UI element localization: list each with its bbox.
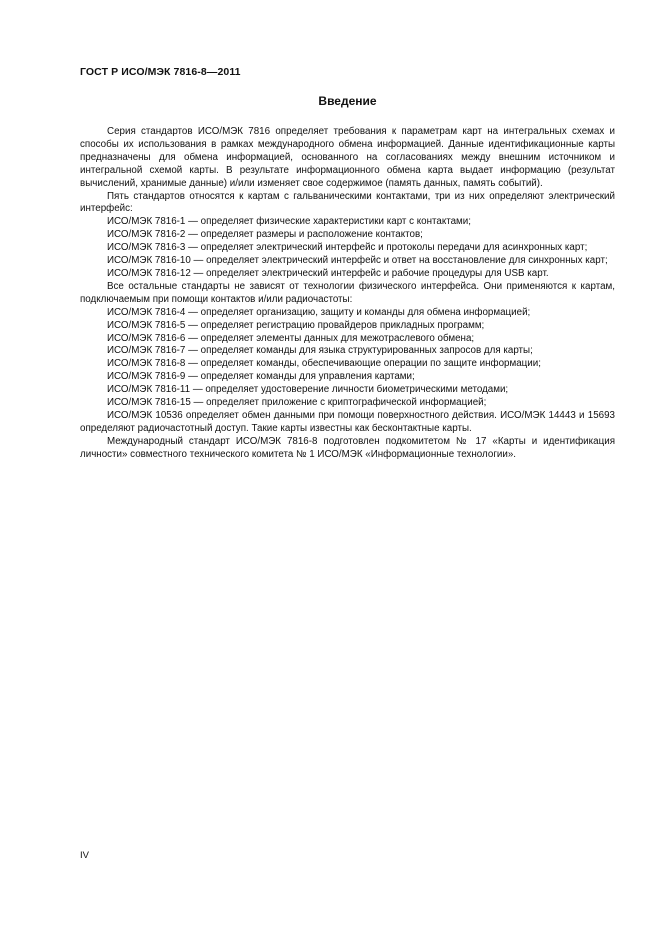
- list-item: ИСО/МЭК 7816-4 — определяет организацию, защиту и команды для обмена информацией;: [107, 306, 531, 318]
- list-item: ИСО/МЭК 7816-8 — определяет команды, обеспечивающие операции по защите информации;: [107, 358, 541, 370]
- list-item: ИСО/МЭК 7816-3 — определяет электрический интерфейс и протоколы передачи для асинхронных карт;: [107, 242, 588, 254]
- list-item: ИСО/МЭК 7816-1 — определяет физические характеристики карт с контактами;: [107, 216, 471, 228]
- page-number: IV: [80, 850, 89, 861]
- list-item: ИСО/МЭК 7816-9 — определяет команды для управления картами;: [107, 371, 415, 383]
- paragraph: Международный стандарт ИСО/МЭК 7816-8 подготовлен подкомитетом № 17 «Карты и идентификация личности» совместного технического комитета № 1 ИСО/МЭК «Информационные технологии».: [80, 435, 615, 460]
- section-title: Введение: [318, 94, 377, 108]
- paragraph: Все остальные стандарты не зависят от технологии физического интерфейса. Они применяются к картам, подключаемым при помощи контактов и/или радиочастоты:: [80, 280, 615, 305]
- list-item: ИСО/МЭК 7816-6 — определяет элементы данных для межотраслевого обмена;: [107, 332, 475, 344]
- list-item: ИСО/МЭК 7816-11 — определяет удостоверение личности биометрическими методами;: [107, 384, 509, 396]
- document-header: ГОСТ Р ИСО/МЭК 7816-8—2011: [80, 66, 241, 78]
- list-item: ИСО/МЭК 7816-15 — определяет приложение с криптографической информацией;: [107, 397, 487, 409]
- document-body: [80, 126, 615, 462]
- paragraph: Серия стандартов ИСО/МЭК 7816 определяет требования к параметрам карт на интегральных схемах и способы их использования в рамках международного обмена информацией. Данные идентификационные карты предназначены для обмена информацией, основанного на согласованиях между внешним источником и интегральной схемой карты. В результате информационного обмена карта выдает информацию (результат вычислений, хранимые данные) и/или изменяет свое содержимое (память данных, память событий).: [80, 126, 615, 189]
- paragraph: Пять стандартов относятся к картам с гальваническими контактами, три из них определяют электрический интерфейс:: [80, 190, 615, 215]
- list-item: ИСО/МЭК 10536 определяет обмен данными при помощи поверхностного действия. ИСО/МЭК 14443 и 15693 определяют радиочастотный доступ. Такие карты известны как бесконтактные карты.: [80, 409, 615, 434]
- list-item: ИСО/МЭК 7816-10 — определяет электрический интерфейс и ответ на восстановление для синхронных карт;: [107, 255, 608, 267]
- list-item: ИСО/МЭК 7816-12 — определяет электрический интерфейс и рабочие процедуры для USB карт.: [107, 267, 549, 279]
- list-item: ИСО/МЭК 7816-7 — определяет команды для языка структурированных запросов для карты;: [107, 345, 533, 357]
- list-item: ИСО/МЭК 7816-5 — определяет регистрацию провайдеров прикладных программ;: [107, 319, 485, 331]
- list-item: ИСО/МЭК 7816-2 — определяет размеры и расположение контактов;: [107, 229, 423, 241]
